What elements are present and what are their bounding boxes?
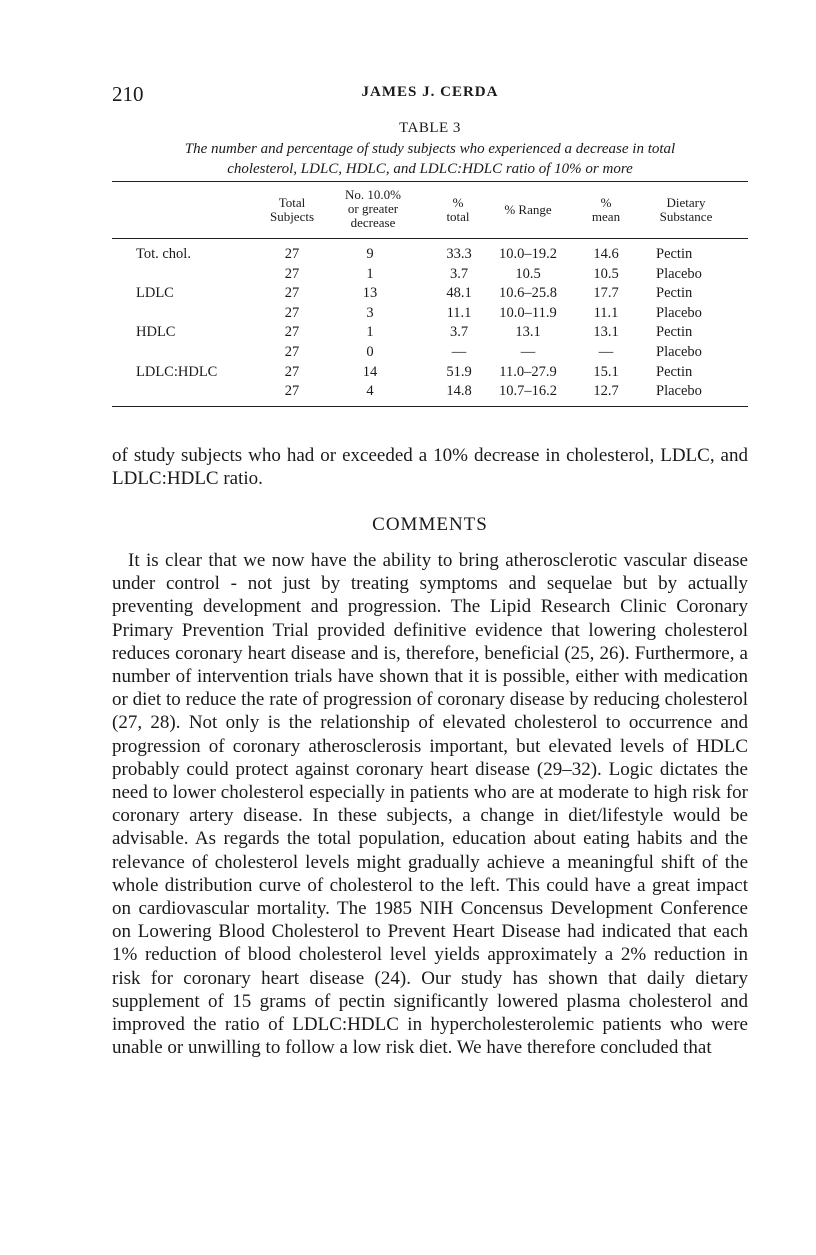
table-header-rule [112, 238, 748, 239]
table-cell-substance: Placebo [656, 344, 702, 360]
table-cell-total: 27 [284, 246, 300, 262]
table-cell-decrease: 9 [366, 246, 374, 262]
table-cell-mean: 14.6 [593, 246, 619, 262]
table-cell-label: LDLC [136, 285, 174, 302]
running-head: JAMES J. CERDA [361, 84, 499, 100]
table-cell-decrease: 13 [362, 285, 378, 302]
table-cell-decrease: 1 [366, 265, 374, 282]
table-cell-pct: — [451, 344, 467, 360]
table-cell-substance: Pectin [656, 324, 693, 341]
table-cell-total: 27 [284, 285, 300, 302]
table-caption-line: cholesterol, LDLC, HDLC, and LDLC:HDLC ratio of 10% or more [227, 161, 633, 177]
table-cell-mean: 10.5 [593, 265, 619, 282]
table-cell-decrease: 14 [362, 363, 378, 380]
table-caption-line: The number and percentage of study subjects who experienced a decrease in total [184, 141, 676, 157]
col-header-substance: Dietary Substance [659, 195, 713, 224]
col-header-range: % Range [504, 202, 552, 217]
table-cell-mean: 11.1 [593, 304, 619, 321]
table-cell-pct: 3.7 [449, 324, 469, 341]
table-cell-decrease: 4 [366, 383, 374, 400]
table-cell-range: 11.0–27.9 [499, 363, 557, 380]
table-cell-range: 10.0–19.2 [499, 246, 557, 262]
table-title: TABLE 3 [399, 120, 461, 136]
table-cell-total: 27 [284, 265, 300, 282]
table-cell-pct: 14.8 [446, 383, 472, 400]
table-cell-mean: 12.7 [593, 383, 619, 400]
table-cell-mean: 13.1 [593, 324, 619, 341]
table-cell-label: HDLC [136, 324, 176, 341]
table-cell-mean: 15.1 [593, 363, 619, 380]
section-heading: COMMENTS [372, 514, 488, 535]
table-cell-range: 10.6–25.8 [499, 285, 557, 302]
table-cell-mean: — [598, 344, 614, 360]
col-header-total: Total Subjects [269, 195, 315, 224]
page-number: 210 [112, 82, 144, 106]
table-cell-substance: Placebo [656, 304, 702, 321]
col-header-mean: % mean [591, 195, 621, 224]
table-top-rule [112, 181, 748, 182]
table-caption [132, 139, 728, 179]
table-cell-substance: Placebo [656, 383, 702, 400]
table-cell-range: 13.1 [515, 324, 541, 341]
page-header [112, 82, 748, 108]
table-cell-decrease: 0 [366, 344, 374, 360]
table-cell-pct: 33.3 [446, 246, 472, 262]
table-cell-label: LDLC:HDLC [136, 363, 218, 380]
table-cell-pct: 3.7 [449, 265, 469, 282]
table-cell-range: — [520, 344, 536, 360]
table-bottom-rule [112, 406, 748, 407]
table-cell-pct: 48.1 [446, 285, 472, 302]
intro-paragraph: of study subjects who had or exceeded a 10% decrease in cholesterol, LDLC, and LDLC:HDLC ratio. [112, 445, 748, 490]
table-cell-total: 27 [284, 324, 300, 341]
table-cell-decrease: 3 [366, 304, 374, 321]
table-cell-pct: 11.1 [446, 304, 472, 321]
table-cell-label: Tot. chol. [136, 246, 191, 262]
table-cell-pct: 51.9 [446, 363, 472, 380]
table-cell-substance: Pectin [656, 246, 693, 262]
table-cell-substance: Placebo [656, 265, 702, 282]
comments-paragraph: It is clear that we now have the ability to bring atherosclerotic vascular disease under control - not just by treating symptoms and sequelae but by actually preventing development and progression. The Lipid Research Clinic Coronary Primary Prevention Trial provided definitive evidence that lowering cholesterol reduces coronary heart disease and is, therefore, beneficial (25, 26). Furthermore, a number of intervention trials have shown that it is possible, either with medication or diet to reduce the rate of progression of coronary disease by reducing cholesterol (27, 28). Not only is the relationship of elevated cholesterol to occurrence and progression of coronary atherosclerosis important, but elevated levels of HDLC probably could protect against coronary heart disease (29–32). Logic dictates the need to lower cholesterol especially in patients who are at moderate to high risk for coronary artery disease. In these subjects, a change in diet/lifestyle would be advisable. As regards the total population, education about eating habits and the relevance of cholesterol levels might gradually achieve a meaningful shift of the whole distribution curve of cholesterol to the left. This could have a great impact on cardiovascular mortality. The 1985 NIH Concensus Development Conference on Lowering Blood Cholesterol to Prevent Heart Disease had indicated that each 1% reduction of blood cholesterol level yields approximately a 2% reduction in risk for coronary heart disease (24). Our study has shown that daily dietary supplement of 15 grams of pectin significantly lowered plasma cholesterol and improved the ratio of LDLC:HDLC in hypercholesterolemic patients who were unable or unwilling to follow a low risk diet. We have therefore concluded that [112, 550, 748, 1059]
table-cell-substance: Pectin [656, 285, 693, 302]
col-header-pct-total: % total [446, 195, 470, 224]
table-cell-range: 10.5 [515, 265, 541, 282]
table-cell-substance: Pectin [656, 363, 693, 380]
table-cell-total: 27 [284, 383, 300, 400]
table-cell-total: 27 [284, 344, 300, 360]
table-cell-decrease: 1 [366, 324, 374, 341]
col-header-decrease: No. 10.0% or greater decrease [345, 187, 401, 230]
table-cell-total: 27 [284, 363, 300, 380]
table-cell-range: 10.0–11.9 [499, 304, 557, 321]
table-cell-total: 27 [284, 304, 300, 321]
table-cell-range: 10.7–16.2 [499, 383, 557, 400]
table-cell-mean: 17.7 [593, 285, 619, 302]
